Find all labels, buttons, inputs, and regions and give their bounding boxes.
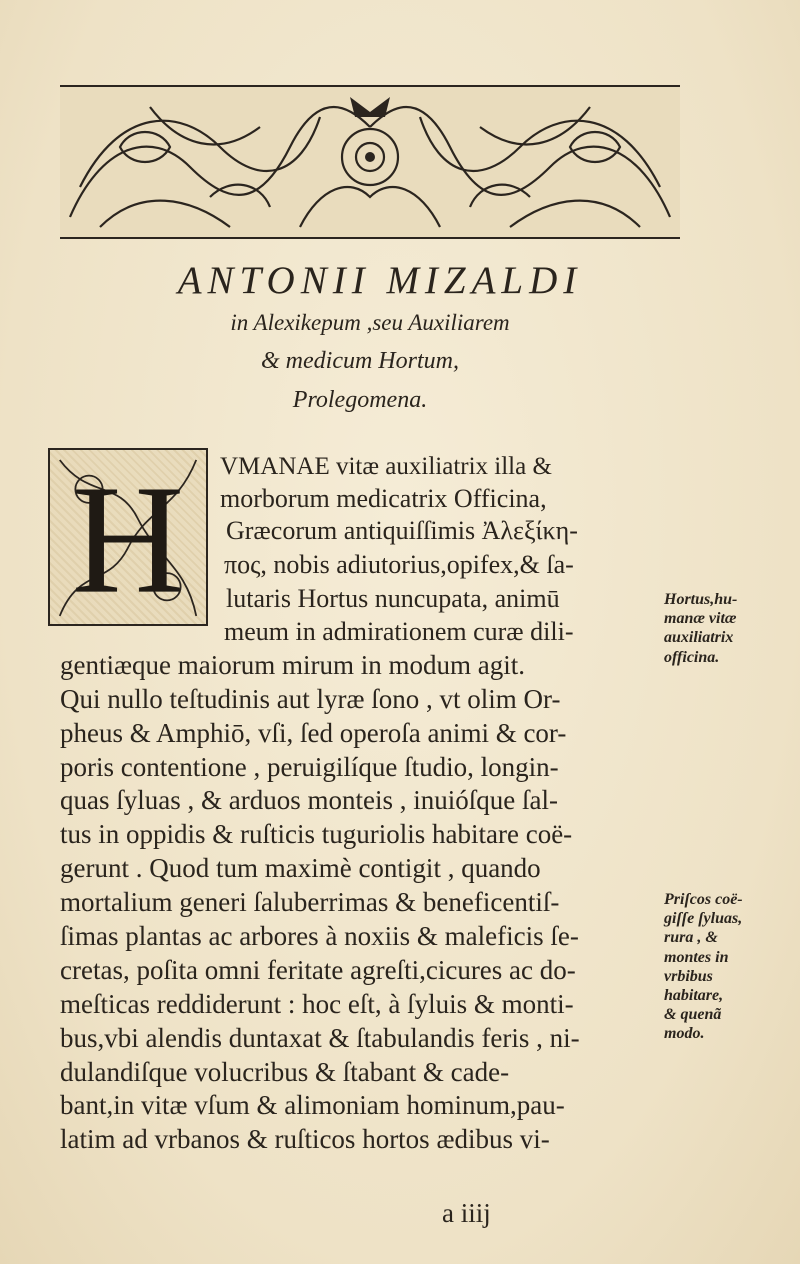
body-line-14: mortalium generi ſaluberrimas & beneficentiſ- (60, 887, 560, 917)
initial-glyph: H (71, 452, 185, 624)
body-line-5: lutaris Hortus nuncupata, animū (226, 584, 560, 613)
body-line-7: gentiæque maiorum mirum in modum agit. (60, 650, 525, 680)
ornamental-headpiece (60, 85, 680, 239)
margin-note-2-line: & quenã (664, 1006, 722, 1024)
body-line-9: pheus & Amphiō, vſi, ſed operoſa animi & cor- (60, 718, 567, 748)
margin-note-2-line: rura , & (664, 929, 718, 947)
title-subtitle-line2: & medicum Hortum, (261, 348, 459, 374)
body-line-8: Qui nullo teſtudinis aut lyræ ſono , vt olim Or- (60, 684, 561, 714)
body-line-11: quas ſyluas , & arduos monteis , inuióſque ſal- (60, 785, 558, 815)
body-line-6: meum in admirationem curæ dili- (224, 617, 574, 646)
body-line-15: ſimas plantas ac arbores à noxiis & maleficis ſe- (60, 921, 579, 951)
margin-note-1-line: manæ vitæ (664, 610, 737, 628)
body-line-2: morborum medicatrix Officina, (220, 484, 547, 513)
margin-note-1-line: officina. (664, 648, 720, 666)
margin-note-2-line: montes in (664, 948, 729, 966)
decorated-initial-h (48, 448, 208, 626)
title-subtitle-line1: in Alexikepum ,seu Auxiliarem (230, 310, 510, 335)
margin-note-2 (664, 890, 743, 1044)
title-subtitle-line3: Prolegomena. (292, 387, 428, 413)
margin-note-2-line: modo. (664, 1025, 705, 1043)
body-line-20: bant,in vitæ vſum & alimoniam hominum,pau- (60, 1090, 565, 1120)
margin-note-1 (664, 590, 737, 667)
body-line-18: bus,vbi alendis duntaxat & ſtabulandis feris , ni- (60, 1023, 580, 1053)
body-line-1: VMANAE vitæ auxiliatrix illa & (220, 453, 552, 480)
body-line-4: πος, nobis adiutorius,opifex,& ſa- (224, 550, 574, 579)
body-line-10: poris contentione , peruigilíque ſtudio, longin- (60, 752, 559, 782)
margin-note-2-line: Priſcos coë- (664, 891, 743, 908)
signature-mark: a iiij (442, 1198, 491, 1228)
body-line-17: meſticas reddiderunt : hoc eſt, à ſyluis & monti- (60, 989, 574, 1019)
body-line-12: tus in oppidis & ruſticis tuguriolis habitare coë- (60, 819, 573, 849)
title-author: ANTONII MIZALDI (177, 259, 583, 302)
body-line-19: dulandiſque volucribus & ſtabant & cade- (60, 1057, 510, 1087)
body-line-13: gerunt . Quod tum maximè contigit , quando (60, 853, 541, 883)
body-line-21: latim ad vrbanos & ruſticos hortos ædibus vi- (60, 1124, 550, 1154)
margin-note-2-line: vrbibus (664, 967, 713, 985)
margin-note-2-line: habitare, (664, 986, 724, 1004)
body-line-16: cretas, poſita omni feritate agreſti,cicures ac do- (60, 955, 576, 985)
margin-note-1-line: Hortus,hu- (664, 591, 738, 608)
body-line-3: Græcorum antiquiſſimis Ἀλεξίκη- (226, 516, 578, 545)
margin-note-2-line: giſſe ſyluas, (664, 910, 743, 928)
margin-note-1-line: auxiliatrix (664, 629, 734, 647)
